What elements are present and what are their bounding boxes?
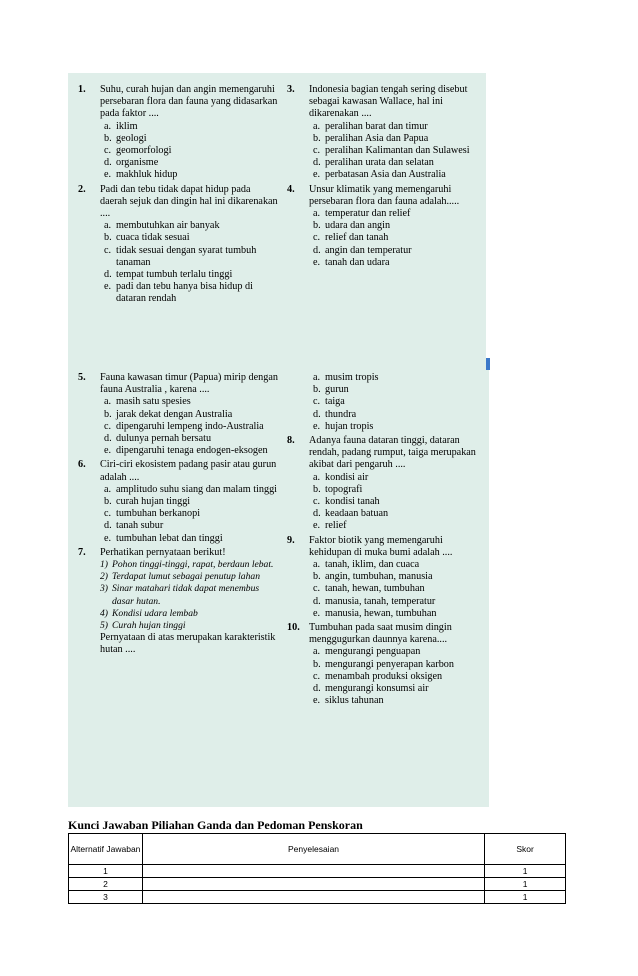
option-letter: a. bbox=[313, 120, 321, 132]
question-number: 8. bbox=[287, 435, 295, 447]
answer-option bbox=[309, 169, 479, 181]
option-text: manusia, tanah, temperatur bbox=[325, 595, 436, 607]
option-text: iklim bbox=[116, 120, 138, 132]
header-alternatif: Alternatif Jawaban bbox=[69, 834, 143, 865]
answer-option bbox=[100, 245, 278, 269]
option-letter: a. bbox=[313, 646, 321, 658]
option-letter: b. bbox=[313, 658, 321, 670]
question-block bbox=[287, 622, 482, 707]
questions-column-4 bbox=[287, 372, 482, 709]
question-closing: Pernyataan di atas merupakan karakteristik hutan .... bbox=[100, 632, 276, 656]
option-text: mengurangi penyerapan karbon bbox=[325, 658, 454, 670]
option-letter: e. bbox=[104, 169, 112, 181]
option-text: tumbuhan berkanopi bbox=[116, 508, 201, 520]
question-text: Ciri-ciri ekosistem padang pasir atau gurun adalah .... bbox=[100, 459, 277, 483]
option-text: manusia, hewan, tumbuhan bbox=[325, 607, 437, 619]
answer-option bbox=[309, 208, 479, 220]
answer-option bbox=[100, 409, 278, 421]
option-letter: d. bbox=[313, 683, 321, 695]
answer-option bbox=[100, 433, 278, 445]
option-text: jarak dekat dengan Australia bbox=[116, 408, 233, 420]
questions-column-1 bbox=[78, 84, 278, 308]
option-letter: e. bbox=[313, 256, 321, 268]
answer-option bbox=[309, 384, 482, 396]
option-letter: a. bbox=[104, 220, 112, 232]
answer-option bbox=[309, 608, 482, 620]
option-letter: c. bbox=[313, 496, 321, 508]
question-stem bbox=[78, 459, 278, 483]
question-number: 6. bbox=[78, 459, 86, 471]
score-cell: 1 bbox=[485, 865, 566, 878]
question-text: Unsur klimatik yang memengaruhi persebaran flora dan fauna adalah..... bbox=[309, 183, 460, 207]
question-text: Tumbuhan pada saat musim dingin menggugurkan daunnya karena.... bbox=[309, 622, 452, 646]
option-text: musim tropis bbox=[325, 372, 379, 383]
question-block bbox=[78, 184, 278, 306]
option-letter: b. bbox=[104, 132, 112, 144]
alt-cell: 1 bbox=[69, 865, 143, 878]
answer-option bbox=[100, 232, 278, 244]
answer-option bbox=[309, 559, 482, 571]
question-stem bbox=[287, 535, 482, 559]
answer-option bbox=[309, 121, 479, 133]
question-block bbox=[287, 435, 482, 533]
option-letter: d. bbox=[313, 595, 321, 607]
option-text: gurun bbox=[325, 384, 349, 396]
answer-option bbox=[100, 445, 278, 457]
question-stem bbox=[287, 184, 479, 208]
option-text: angin, tumbuhan, manusia bbox=[325, 571, 433, 583]
answer-option bbox=[100, 484, 278, 496]
answer-option bbox=[100, 281, 278, 305]
question-number: 10. bbox=[287, 622, 300, 634]
option-text: makhluk hidup bbox=[116, 169, 178, 181]
answer-key-heading: Kunci Jawaban Piliahan Ganda dan Pedoman Penskoran bbox=[68, 818, 363, 832]
statement-item bbox=[100, 620, 278, 632]
solution-cell bbox=[142, 891, 484, 904]
option-letter: b. bbox=[313, 483, 321, 495]
answer-option bbox=[309, 671, 482, 683]
option-letter: b. bbox=[313, 132, 321, 144]
statement-number: 1) bbox=[100, 559, 108, 571]
score-cell: 1 bbox=[485, 878, 566, 891]
option-text: udara dan angin bbox=[325, 220, 391, 232]
option-text: siklus tahunan bbox=[325, 695, 384, 707]
answer-option bbox=[100, 269, 278, 281]
question-block bbox=[287, 535, 482, 620]
answer-option bbox=[100, 421, 278, 433]
option-text: tumbuhan lebat dan tinggi bbox=[116, 532, 223, 544]
option-text: hujan tropis bbox=[325, 420, 374, 432]
answer-option bbox=[309, 257, 479, 269]
question-text: Indonesia bagian tengah sering disebut sebagai kawasan Wallace, hal ini dikarenakan .... bbox=[309, 84, 468, 120]
option-text: peralihan urata dan selatan bbox=[325, 157, 434, 169]
option-letter: c. bbox=[104, 420, 112, 432]
answer-option bbox=[309, 520, 482, 532]
table-row bbox=[69, 878, 566, 891]
question-number: 3. bbox=[287, 84, 295, 95]
option-letter: a. bbox=[104, 120, 112, 132]
option-letter: e. bbox=[313, 695, 321, 707]
answer-option bbox=[309, 508, 482, 520]
option-text: mengurangi konsumsi air bbox=[325, 683, 429, 695]
answer-option bbox=[309, 245, 479, 257]
answer-option bbox=[100, 121, 278, 133]
answer-option bbox=[100, 396, 278, 408]
option-letter: d. bbox=[104, 433, 112, 445]
question-block bbox=[287, 84, 479, 182]
answer-option bbox=[309, 421, 482, 433]
answer-option bbox=[100, 520, 278, 532]
statement-number: 5) bbox=[100, 620, 108, 632]
option-text: peralihan Asia dan Papua bbox=[325, 132, 429, 144]
statement-item bbox=[100, 571, 278, 583]
question-number: 9. bbox=[287, 534, 295, 546]
option-text: cuaca tidak sesuai bbox=[116, 232, 190, 244]
option-letter: e. bbox=[104, 532, 112, 544]
option-letter: c. bbox=[313, 232, 321, 244]
questions-column-3 bbox=[78, 372, 278, 659]
option-text: kondisi tanah bbox=[325, 496, 380, 508]
answer-option bbox=[100, 508, 278, 520]
question-text: Padi dan tebu tidak dapat hidup pada daerah sejuk dan dingin hal ini dikarenakan .... bbox=[100, 183, 278, 220]
option-text: keadaan batuan bbox=[325, 508, 389, 520]
option-text: amplitudo suhu siang dan malam tinggi bbox=[116, 483, 278, 495]
option-letter: d. bbox=[313, 244, 321, 256]
option-letter: c. bbox=[104, 145, 112, 157]
question-number: 7. bbox=[78, 546, 86, 558]
score-cell: 1 bbox=[485, 891, 566, 904]
option-letter: c. bbox=[104, 508, 112, 520]
option-letter: c. bbox=[104, 244, 112, 256]
answer-option bbox=[100, 496, 278, 508]
statement-text: Kondisi udara lembab bbox=[112, 607, 198, 619]
option-text: taiga bbox=[325, 396, 345, 408]
answer-option bbox=[309, 646, 482, 658]
option-text: relief dan tanah bbox=[325, 232, 389, 244]
solution-cell bbox=[142, 865, 484, 878]
question-number: 1. bbox=[78, 84, 86, 95]
answer-option bbox=[309, 596, 482, 608]
option-letter: b. bbox=[313, 384, 321, 396]
option-text: masih satu spesies bbox=[116, 396, 191, 408]
answer-option bbox=[309, 695, 482, 707]
question-text: Adanya fauna dataran tinggi, dataran rendah, padang rumput, taiga merupakan akibat dari pengaruh .... bbox=[309, 435, 476, 471]
answer-option bbox=[309, 683, 482, 695]
answer-option bbox=[100, 533, 278, 545]
option-text: curah hujan tinggi bbox=[116, 496, 191, 508]
answer-option bbox=[100, 133, 278, 145]
answer-option bbox=[309, 396, 482, 408]
answer-option bbox=[100, 169, 278, 181]
option-letter: a. bbox=[313, 372, 321, 383]
option-letter: d. bbox=[104, 520, 112, 532]
option-letter: c. bbox=[313, 145, 321, 157]
option-letter: a. bbox=[104, 483, 112, 495]
option-letter: a. bbox=[313, 471, 321, 483]
option-text: geomorfologi bbox=[116, 145, 172, 157]
option-text: temperatur dan relief bbox=[325, 208, 411, 220]
statement-number: 2) bbox=[100, 571, 108, 583]
statement-text: Terdapat lumut sebagai penutup lahan bbox=[112, 571, 260, 583]
question-stem bbox=[78, 547, 278, 559]
question-stem bbox=[287, 622, 482, 646]
answer-option bbox=[309, 232, 479, 244]
answer-option bbox=[309, 472, 482, 484]
statement-item bbox=[100, 559, 278, 571]
option-letter: e. bbox=[313, 169, 321, 181]
header-skor: Skor bbox=[485, 834, 566, 865]
statement-text: Curah hujan tinggi bbox=[112, 620, 186, 632]
option-letter: a. bbox=[313, 208, 321, 220]
question-text: Suhu, curah hujan dan angin memengaruhi persebaran flora dan fauna yang didasarkan pada faktor .... bbox=[100, 84, 278, 120]
question-stem bbox=[78, 184, 278, 221]
answer-option bbox=[309, 372, 482, 384]
option-text: geologi bbox=[116, 132, 147, 144]
option-text: tanah subur bbox=[116, 520, 164, 532]
statement-item bbox=[100, 583, 278, 607]
header-penyelesaian: Penyelesaian bbox=[142, 834, 484, 865]
option-text: menambah produksi oksigen bbox=[325, 670, 443, 682]
option-text: tempat tumbuh terlalu tinggi bbox=[116, 269, 233, 281]
answer-option bbox=[309, 145, 479, 157]
option-letter: b. bbox=[104, 408, 112, 420]
option-text: dipengaruhi lempeng indo-Australia bbox=[116, 420, 264, 432]
answer-option bbox=[309, 583, 482, 595]
scan-edge-marker bbox=[486, 358, 490, 370]
option-letter: b. bbox=[313, 571, 321, 583]
table-row bbox=[69, 865, 566, 878]
question-stem bbox=[78, 372, 278, 396]
option-text: mengurangi penguapan bbox=[325, 646, 421, 658]
answer-option bbox=[100, 145, 278, 157]
answer-option bbox=[100, 157, 278, 169]
option-text: membutuhkan air banyak bbox=[116, 220, 220, 232]
answer-option bbox=[100, 220, 278, 232]
question-number: 4. bbox=[287, 183, 295, 195]
solution-cell bbox=[142, 878, 484, 891]
option-letter: b. bbox=[104, 496, 112, 508]
option-text: relief bbox=[325, 520, 347, 532]
question-block bbox=[78, 459, 278, 544]
option-text: dulunya pernah bersatu bbox=[116, 433, 212, 445]
question-number: 2. bbox=[78, 183, 86, 195]
option-letter: c. bbox=[313, 396, 321, 408]
option-letter: c. bbox=[313, 583, 321, 595]
answer-option bbox=[309, 659, 482, 671]
answer-option bbox=[309, 133, 479, 145]
option-letter: c. bbox=[313, 670, 321, 682]
question-number: 5. bbox=[78, 372, 86, 383]
option-text: tanah, iklim, dan cuaca bbox=[325, 559, 420, 571]
option-text: kondisi air bbox=[325, 471, 369, 483]
statement-number: 3) bbox=[100, 583, 108, 595]
table-header-row bbox=[69, 834, 566, 865]
question-text: Perhatikan pernyataan berikut! bbox=[100, 546, 226, 558]
option-letter: e. bbox=[104, 281, 112, 293]
question-block bbox=[78, 372, 278, 457]
option-text: tanah, hewan, tumbuhan bbox=[325, 583, 425, 595]
option-text: tidak sesuai dengan syarat tumbuh tanaman bbox=[116, 244, 257, 268]
answer-key-table bbox=[68, 833, 566, 904]
option-letter: a. bbox=[313, 559, 321, 571]
question-stem bbox=[287, 435, 482, 472]
answer-option bbox=[309, 157, 479, 169]
question-text: Fauna kawasan timur (Papua) mirip dengan fauna Australia , karena .... bbox=[100, 372, 278, 396]
option-text: peralihan Kalimantan dan Sulawesi bbox=[325, 145, 470, 157]
alt-cell: 3 bbox=[69, 891, 143, 904]
alt-cell: 2 bbox=[69, 878, 143, 891]
statement-text: Sinar matahari tidak dapat menembus dasar hutan. bbox=[112, 583, 260, 607]
option-letter: e. bbox=[313, 607, 321, 619]
option-text: tanah dan udara bbox=[325, 256, 390, 268]
option-text: thundra bbox=[325, 408, 357, 420]
answer-option bbox=[309, 409, 482, 421]
question-block bbox=[78, 547, 278, 657]
option-letter: d. bbox=[313, 508, 321, 520]
question-block bbox=[287, 372, 482, 433]
option-text: organisme bbox=[116, 157, 159, 169]
statement-item bbox=[100, 608, 278, 620]
option-letter: d. bbox=[104, 269, 112, 281]
option-letter: b. bbox=[104, 232, 112, 244]
option-letter: a. bbox=[104, 396, 112, 408]
option-letter: d. bbox=[313, 408, 321, 420]
statement-text: Pohon tinggi-tinggi, rapat, berdaun lebat. bbox=[112, 559, 274, 571]
option-letter: e. bbox=[104, 445, 112, 457]
answer-option bbox=[309, 496, 482, 508]
option-text: perbatasan Asia dan Australia bbox=[325, 169, 446, 181]
option-letter: e. bbox=[313, 420, 321, 432]
answer-option bbox=[309, 571, 482, 583]
answer-option bbox=[309, 484, 482, 496]
question-text: Faktor biotik yang memengaruhi kehidupan di muka bumi adalah .... bbox=[309, 534, 453, 558]
question-block bbox=[78, 84, 278, 182]
statement-number: 4) bbox=[100, 607, 108, 619]
option-letter: e. bbox=[313, 520, 321, 532]
option-letter: d. bbox=[104, 157, 112, 169]
answer-option bbox=[309, 220, 479, 232]
table-row bbox=[69, 891, 566, 904]
question-stem bbox=[287, 84, 479, 121]
option-text: topografi bbox=[325, 483, 363, 495]
option-text: peralihan barat dan timur bbox=[325, 120, 428, 132]
option-text: dipengaruhi tenaga endogen-eksogen bbox=[116, 445, 268, 457]
option-text: angin dan temperatur bbox=[325, 244, 412, 256]
option-letter: b. bbox=[313, 220, 321, 232]
question-stem bbox=[78, 84, 278, 121]
questions-column-2 bbox=[287, 84, 479, 271]
option-text: padi dan tebu hanya bisa hidup di dataran rendah bbox=[116, 281, 253, 305]
question-block bbox=[287, 184, 479, 269]
option-letter: d. bbox=[313, 157, 321, 169]
